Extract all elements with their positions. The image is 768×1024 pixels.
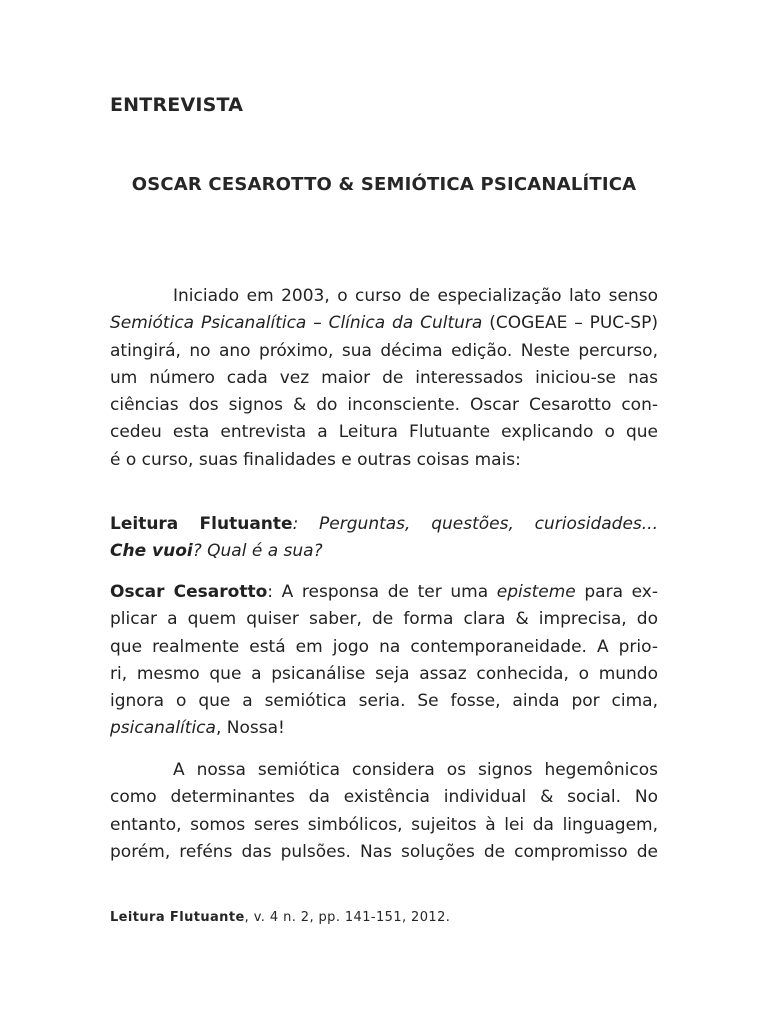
answer-emphasis: episteme [496,582,576,602]
intro-paragraph [110,283,658,474]
answer-line: porém, reféns das pulsões. Nas soluções de compromisso de [110,841,658,862]
answer-continuation [110,757,658,866]
intro-line [110,310,658,337]
interview-answer [110,579,658,743]
intro-line: cedeu esta entrevista a Leitura Flutuante explicando o que [110,422,658,443]
article-title: OSCAR CESAROTTO & SEMIÓTICA PSICANALÍTICA [131,174,637,195]
intro-line: Iniciado em 2003, o curso de especialização lato senso [173,286,658,306]
section-heading: ENTREVISTA [110,94,244,116]
footer-citation: , v. 4 n. 2, pp. 141-151, 2012. [244,910,451,925]
answer-line [110,715,658,742]
intro-line: é o curso, suas finalidades e outras coisas mais: [110,449,521,470]
footer-journal: Leitura Flutuante [110,910,245,925]
interview-question [110,511,658,566]
answer-text: , Nossa! [215,718,285,739]
question-line [110,538,658,565]
question-text: : Perguntas, questões, curiosidades... [292,514,658,534]
question-speaker: Leitura Flutuante [110,514,293,534]
page-footer [110,910,450,925]
course-name: Semiótica Psicanalítica – Clínica da Cultura [110,313,483,334]
question-text: ? Qual é a sua? [192,541,323,562]
answer-line [110,579,658,606]
question-line [110,511,658,538]
answer-speaker: Oscar Cesarotto [110,582,268,602]
answer-text: : A responsa de ter uma [267,582,497,602]
answer-line: ri, mesmo que a psicanálise seja assaz conhecida, o mundo [110,663,658,684]
answer-text: para ex- [575,582,658,602]
answer-line: plicar a quem quiser saber, de forma clara & imprecisa, do [110,609,658,630]
intro-line: um número cada vez maior de interessados iniciou-se nas [110,367,658,388]
intro-line: atingirá, no ano próximo, sua décima edição. Neste percurso, [110,340,658,361]
answer-line: ignora o que a semiótica seria. Se fosse, ainda por cima, [110,691,658,712]
question-che-vuoi: Che vuoi [110,541,193,562]
answer-line: como determinantes da existência individual & social. No [110,787,658,808]
answer-line: A nossa semiótica considera os signos hegemônicos [173,760,658,780]
intro-line: ciências dos signos & do inconsciente. Oscar Cesarotto con- [110,395,658,416]
course-institution: (COGEAE – PUC-SP) [482,313,658,334]
answer-emphasis: psicanalítica [110,718,216,739]
answer-line: entanto, somos seres simbólicos, sujeitos à lei da linguagem, [110,814,658,835]
answer-line: que realmente está em jogo na contemporaneidade. A prio- [110,636,658,657]
